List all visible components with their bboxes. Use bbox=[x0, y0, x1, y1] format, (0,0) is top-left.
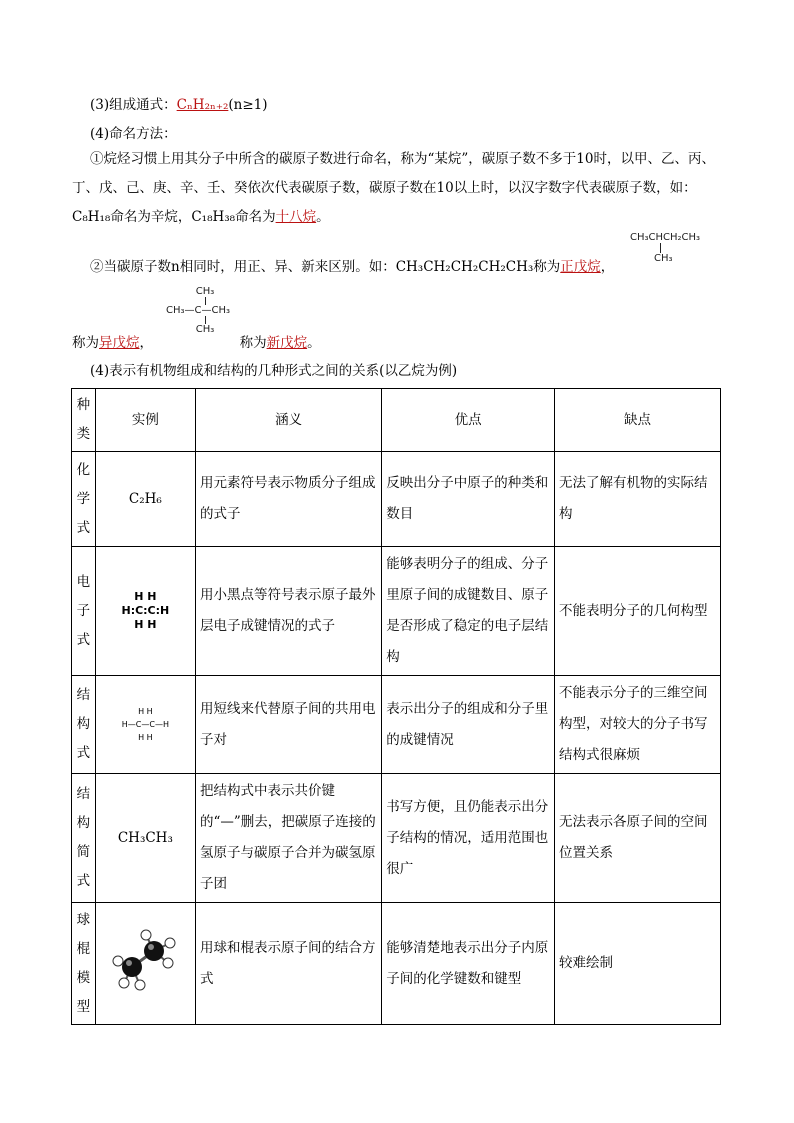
isopentane-name: 异戊烷 bbox=[99, 335, 140, 351]
neopentane-bond-bottom bbox=[205, 316, 206, 324]
neopentane-bottom: CH₃ bbox=[195, 324, 215, 335]
header-pros: 优点 bbox=[382, 389, 555, 452]
table-row bbox=[72, 547, 721, 676]
row-meaning: 用短线来代替原子间的共用电子对 bbox=[195, 676, 381, 774]
neopentane-structure bbox=[158, 286, 238, 335]
row-example bbox=[95, 903, 195, 1025]
row-cons: 不能表明分子的几何构型 bbox=[554, 547, 720, 676]
ball-stick-model-image bbox=[110, 923, 180, 993]
row-example bbox=[95, 547, 195, 676]
naming-rule-2: ②当碳原子数n相同时，用正、异、新来区别。如：CH₃CH₂CH₂CH₂CH₃称为正戊烷， bbox=[90, 259, 615, 275]
row-meaning: 用球和棍表示原子间的结合方式 bbox=[195, 903, 381, 1025]
isopentane-prefix: 称为 bbox=[72, 335, 99, 351]
naming-label: (4)命名方法： bbox=[90, 126, 177, 142]
end-mark: 。 bbox=[307, 335, 321, 351]
row-example: CH₃CH₃ bbox=[95, 774, 195, 903]
structural-formula-middle: H—C—C—H bbox=[121, 720, 169, 729]
structural-formula-bottom: H H bbox=[138, 733, 153, 742]
n-pentane-name: 正戊烷 bbox=[560, 259, 601, 275]
representation-table bbox=[71, 388, 721, 1025]
header-cons: 缺点 bbox=[554, 389, 720, 452]
naming-rule-1-end: 。 bbox=[316, 209, 330, 225]
row-cons: 较难绘制 bbox=[554, 903, 720, 1025]
row-type: 球棍模型 bbox=[72, 903, 96, 1025]
row-type: 化学式 bbox=[72, 452, 96, 547]
relation-title: (4)表示有机物组成和结构的几种形式之间的关系(以乙烷为例) bbox=[90, 363, 458, 379]
row-pros: 能够表明分子的组成、分子里原子间的成键数目、原子是否形成了稳定的电子层结构 bbox=[382, 547, 555, 676]
row-pros: 表示出分子的组成和分子里的成键情况 bbox=[382, 676, 555, 774]
neopentane-prefix: 称为 bbox=[239, 335, 267, 351]
row-type: 结构简式 bbox=[72, 774, 96, 903]
row-type: 结构式 bbox=[72, 676, 96, 774]
table-row bbox=[72, 774, 721, 903]
naming-rule-2-text: ②当碳原子数n相同时，用正、异、新来区别。如：CH₃CH₂CH₂CH₂CH₃称为 bbox=[90, 259, 561, 275]
naming-rule-1 bbox=[72, 145, 732, 232]
iso-neo-line: 称为异戊烷， 称为新戊烷。 bbox=[72, 335, 321, 351]
neopentane-bond-top bbox=[205, 297, 206, 305]
table-row bbox=[72, 903, 721, 1025]
electron-formula-bottom: H H bbox=[134, 618, 157, 631]
table-row bbox=[72, 452, 721, 547]
row-cons: 无法表示各原子间的空间位置关系 bbox=[554, 774, 720, 903]
row-meaning: 用元素符号表示物质分子组成的式子 bbox=[195, 452, 381, 547]
row-meaning: 把结构式中表示共价键的“—”删去，把碳原子连接的氢原子与碳原子合并为碳氢原子团 bbox=[195, 774, 381, 903]
row-pros: 能够清楚地表示出分子内原子间的化学键数和键型 bbox=[382, 903, 555, 1025]
general-formula-line bbox=[90, 95, 268, 115]
row-cons: 不能表示分子的三维空间构型，对较大的分子书写结构式很麻烦 bbox=[554, 676, 720, 774]
table-row bbox=[72, 676, 721, 774]
row-meaning: 用小黑点等符号表示原子最外层电子成键情况的式子 bbox=[195, 547, 381, 676]
general-formula-label: (3)组成通式： bbox=[90, 97, 177, 113]
structural-formula-top: H H bbox=[138, 707, 153, 716]
header-meaning: 涵义 bbox=[195, 389, 381, 452]
isopentane-bond bbox=[660, 243, 661, 253]
row-pros: 反映出分子中原子的种类和数目 bbox=[382, 452, 555, 547]
isopentane-main-chain: CH₃CHCH₂CH₃ bbox=[630, 232, 701, 243]
row-type: 电子式 bbox=[72, 547, 96, 676]
row-example: C₂H₆ bbox=[95, 452, 195, 547]
isopentane-structure bbox=[630, 232, 700, 264]
electron-formula-top: H H bbox=[134, 590, 157, 603]
header-type: 种类 bbox=[72, 389, 96, 452]
isopentane-branch: CH₃ bbox=[654, 253, 673, 264]
row-example bbox=[95, 676, 195, 774]
naming-rule-1-answer: 十八烷 bbox=[275, 209, 317, 225]
neopentane-middle: CH₃—C—CH₃ bbox=[165, 305, 230, 316]
row-cons: 无法了解有机物的实际结构 bbox=[554, 452, 720, 547]
electron-formula-middle: H:C:C:H bbox=[121, 604, 170, 617]
general-formula-condition: (n≥1) bbox=[228, 97, 268, 113]
table-header-row bbox=[72, 389, 721, 452]
neopentane-name: 新戊烷 bbox=[266, 335, 308, 351]
general-formula-value: CₙH₂ₙ₊₂ bbox=[176, 97, 229, 113]
neopentane-top: CH₃ bbox=[195, 286, 215, 297]
naming-rule-1-text: ①烷烃习惯上用其分子中所含的碳原子数进行命名，称为“某烷”，碳原子数不多于10时，以甲、乙、丙、丁、戊、己、庚、辛、壬、癸依次代表碳原子数，碳原子数在10以上时，以汉字数字代表碳原子数，如：C₈H₁₈命名为辛烷，C₁₈H₃₈命名为 bbox=[72, 151, 715, 225]
header-example: 实例 bbox=[95, 389, 195, 452]
row-pros: 书写方便，且仍能表示出分子结构的情况，适用范围也很广 bbox=[382, 774, 555, 903]
